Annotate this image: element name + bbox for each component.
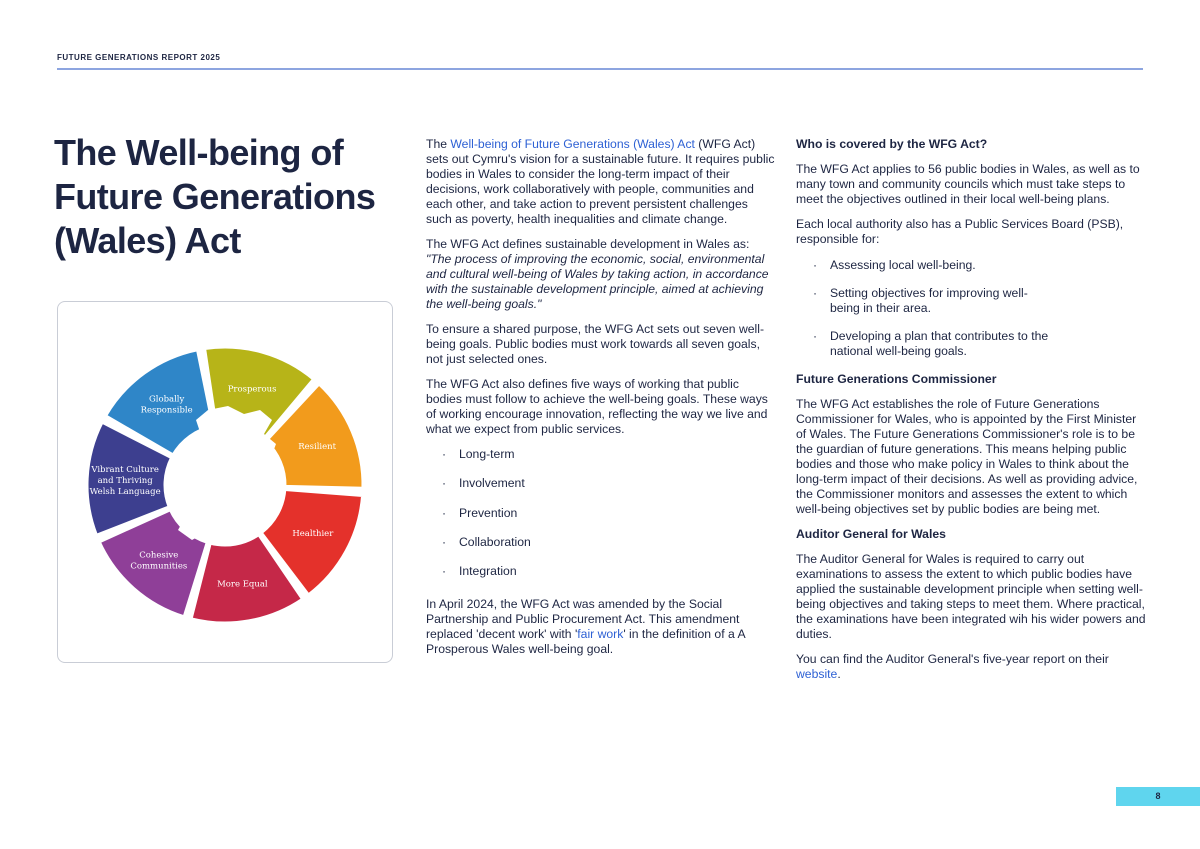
- ways-of-working-paragraph: The WFG Act also defines five ways of working that public bodies must follow to achieve the well-being goals. These ways of working encourage innovation, reflecting the way we live and what we expect from public services.: [426, 377, 768, 436]
- well-being-goals-wheel: [57, 301, 393, 663]
- wheel-segment-label: Prosperous: [227, 384, 277, 395]
- intro-column: [426, 137, 776, 667]
- list-item: · Long-term: [426, 447, 776, 476]
- running-header: FUTURE GENERATIONS REPORT 2025: [57, 53, 221, 62]
- list-item: · Setting objectives for improving well-being in their area.: [796, 286, 1040, 316]
- list-item: · Integration: [426, 564, 776, 593]
- page-title: The Well-being of Future Generations (Wales) Act: [54, 132, 376, 261]
- wheel-segment-label: More Equal: [217, 579, 268, 590]
- report-paragraph: You can find the Auditor General's five-year report on their website.: [796, 652, 1109, 681]
- website-link[interactable]: website: [796, 667, 838, 681]
- wheel-segment-label: Healthier: [292, 528, 334, 539]
- psb-paragraph: Each local authority also has a Public Services Board (PSB), responsible for:: [796, 217, 1124, 246]
- commissioner-paragraph: The WFG Act establishes the role of Future Generations Commissioner for Wales, who is appointed by the First Minister of Wales. The Future Generations Commissioner's role is to be the guardian of future generations. This means helping public bodies and those who make policy in Wales to think about the long-term impact of their decisions. As well as providing advice, the Commissioner monitors and assesses the extent to which well-being objectives set by public bodies are being met.: [796, 397, 1138, 516]
- wfg-act-link[interactable]: Well-being of Future Generations (Wales) Act: [450, 137, 695, 151]
- definition-paragraph: The WFG Act defines sustainable development in Wales as: "The process of improving the economic, social, environmental and cultural well-being of Wales by taking action, in accordance with the sustainable development principle, aimed at achieving the well-being goals.": [426, 237, 769, 311]
- coverage-column: [796, 137, 1148, 692]
- wheel-segment-label: Globally Responsible: [140, 394, 193, 416]
- list-item: · Assessing local well-being.: [796, 258, 1148, 273]
- list-item: · Developing a plan that contributes to the national well-being goals.: [796, 329, 1080, 359]
- amendment-paragraph: In April 2024, the WFG Act was amended by the Social Partnership and Public Procurement Act. This amendment replaced 'decent work' with 'fair work' in the definition of a A Prosperous Wales well-being goal.: [426, 597, 745, 657]
- wheel-segment-label: Cohesive Communities: [130, 550, 188, 572]
- wheel-segment-label: Resilient: [298, 442, 337, 453]
- section-heading-auditor: Auditor General for Wales: [796, 527, 946, 541]
- section-heading-coverage: Who is covered by the WFG Act?: [796, 137, 988, 151]
- page-number-badge: 8: [1116, 787, 1200, 806]
- definition-quote: "The process of improving the economic, social, environmental and cultural well-being of Wales by taking action, in accordance with the sustainable development principle, aimed at achieving the well-being goals.": [426, 252, 769, 311]
- wheel-graphic: [58, 302, 392, 662]
- section-heading-commissioner: Future Generations Commissioner: [796, 372, 997, 386]
- list-item: · Involvement: [426, 476, 776, 505]
- header-rule: [57, 68, 1143, 70]
- psb-responsibilities-list: [796, 258, 1148, 359]
- auditor-paragraph: The Auditor General for Wales is required to carry out examinations to assess the extent to which public bodies have applied the sustainable development principle when setting well-being objectives and taking steps to meet them. Where practical, the examinations have been integrated wih his wider powers and duties.: [796, 552, 1146, 641]
- intro-paragraph: The Well-being of Future Generations (Wales) Act (WFG Act) sets out Cymru's vision for a sustainable future. It requires public bodies in Wales to consider the long-term impact of their decisions, work collaboratively with people, communities and each other, and take action to prevent persistent challenges such as poverty, health inequalities and climate change.: [426, 137, 775, 226]
- fair-work-link[interactable]: fair work: [577, 627, 624, 642]
- ways-of-working-list: [426, 447, 776, 593]
- coverage-paragraph: The WFG Act applies to 56 public bodies in Wales, as well as to many town and community councils which must take steps to meet the objectives outlined in their local well-being plans.: [796, 162, 1140, 206]
- list-item: · Collaboration: [426, 535, 776, 564]
- list-item: · Prevention: [426, 506, 776, 535]
- wheel-segment-label: Vibrant Culture and Thriving Welsh Language: [89, 465, 161, 498]
- goals-paragraph: To ensure a shared purpose, the WFG Act sets out seven well-being goals. Public bodies must work towards all seven goals, not just selected ones.: [426, 322, 765, 366]
